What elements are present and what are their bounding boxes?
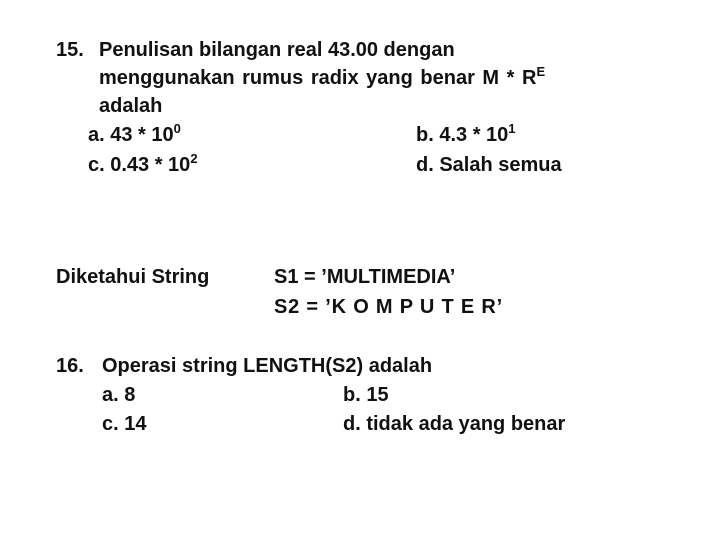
option-a-text: a. 43 * 10: [88, 124, 174, 146]
question-16-text: Operasi string LENGTH(S2) adalah: [102, 355, 433, 377]
question-15-line-2-text: menggunakan rumus radix yang benar M * R: [99, 67, 537, 89]
question-15-line-3: adalah: [99, 95, 163, 117]
question-16-option-b[interactable]: b. 15: [343, 384, 389, 406]
option-c-exponent: 2: [190, 151, 198, 166]
option-c-text: c. 0.43 * 10: [88, 154, 191, 176]
question-15-line-1: Penulisan bilangan real 43.00 dengan: [99, 39, 455, 61]
question-16-number: 16.: [56, 355, 84, 377]
question-15-option-c[interactable]: [88, 151, 198, 176]
radix-exponent-symbol: E: [536, 64, 546, 79]
question-16-option-a[interactable]: a. 8: [102, 384, 136, 406]
question-16-option-c[interactable]: c. 14: [102, 413, 147, 435]
option-b-text: b. 4.3 * 10: [416, 124, 509, 146]
given-string-label: Diketahui String: [56, 266, 210, 288]
question-15-option-a[interactable]: [88, 121, 181, 146]
question-15-line-2: [99, 64, 546, 89]
string-s1: S1 = ’MULTIMEDIA’: [274, 266, 456, 288]
question-15-option-b[interactable]: [416, 121, 516, 146]
question-16-option-d[interactable]: d. tidak ada yang benar: [343, 413, 566, 435]
question-15-number: 15.: [56, 39, 84, 61]
option-a-exponent: 0: [173, 121, 181, 136]
question-15-option-d[interactable]: d. Salah semua: [416, 154, 562, 176]
string-s2: S2 = ’K O M P U T E R’: [274, 296, 503, 318]
option-b-exponent: 1: [508, 121, 516, 136]
